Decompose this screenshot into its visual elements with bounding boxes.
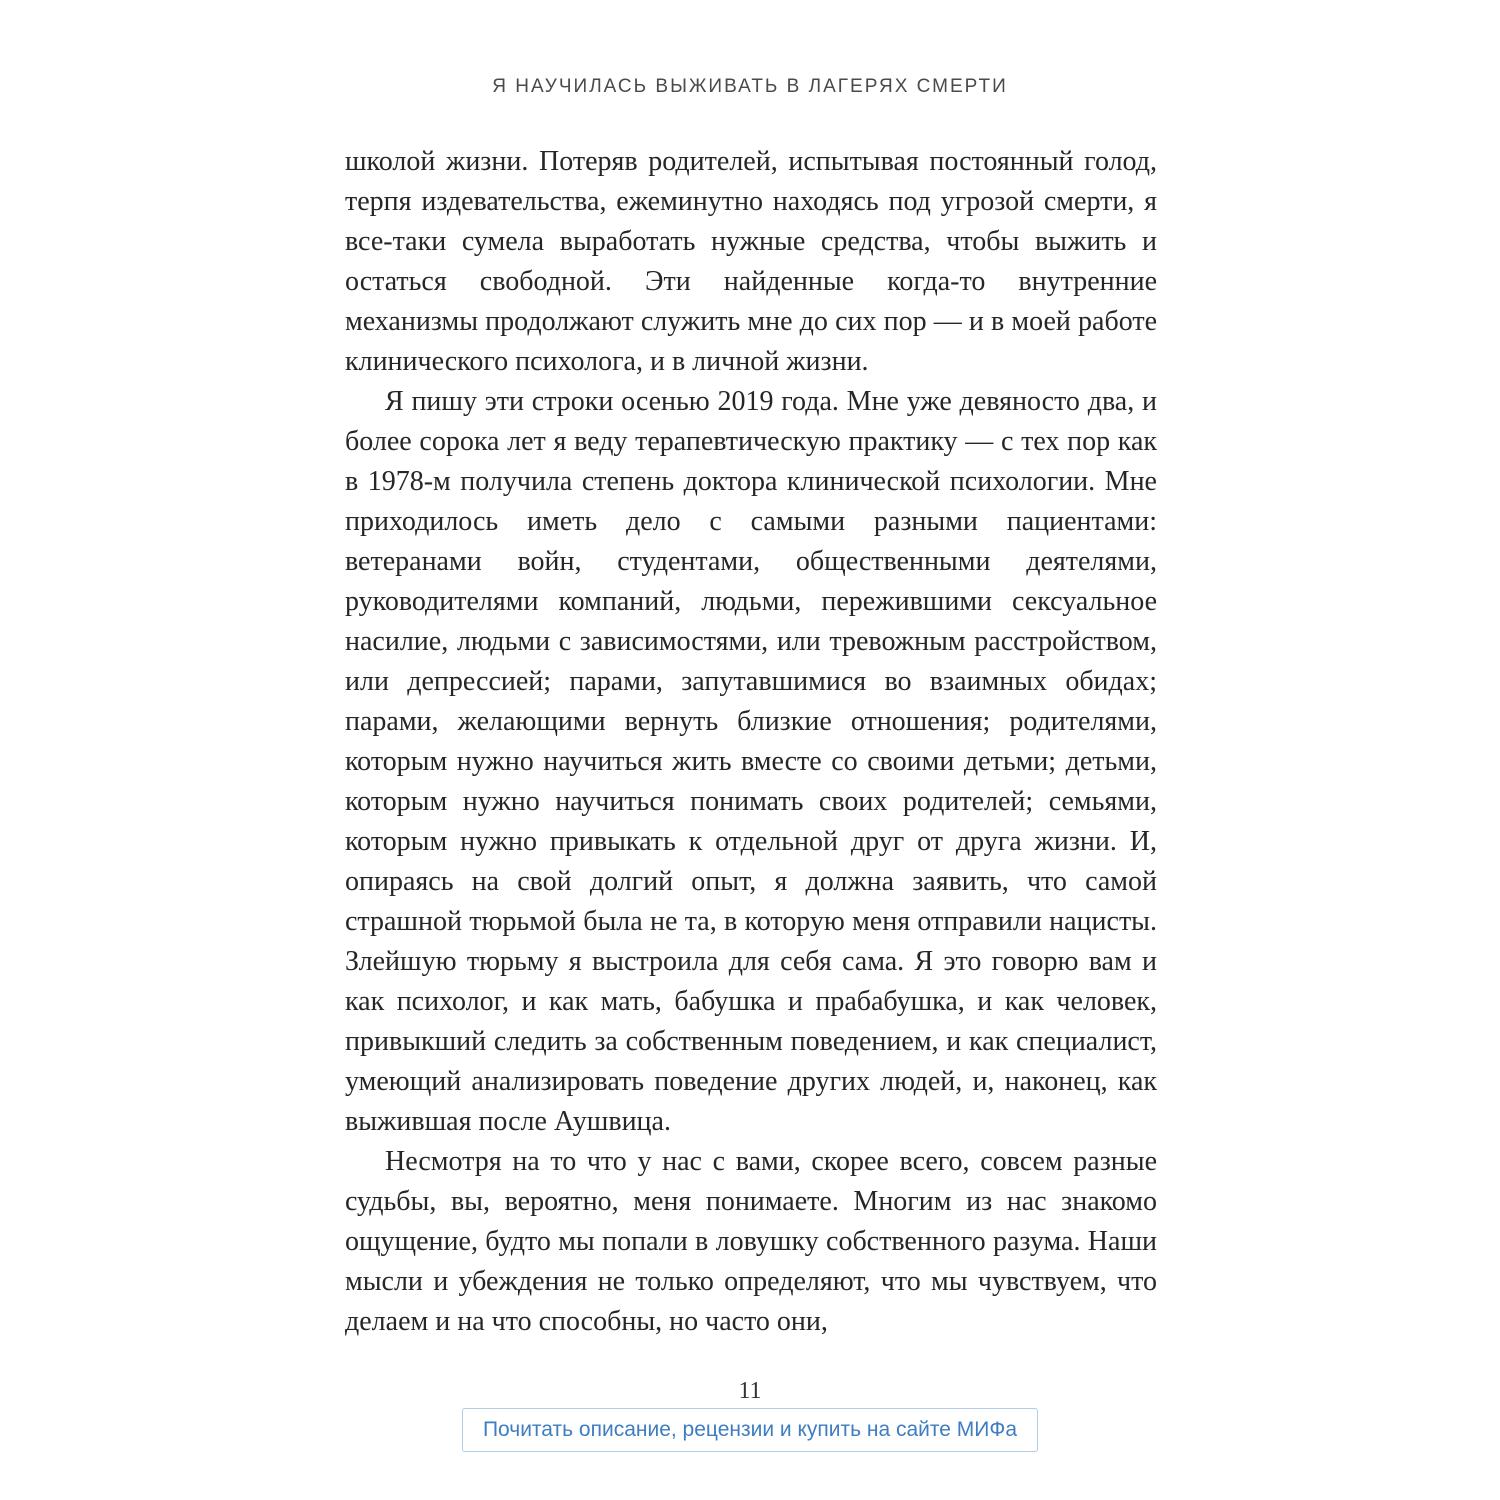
page-number: 11 <box>738 1378 762 1404</box>
running-header: Я НАУЧИЛАСЬ ВЫЖИВАТЬ В ЛАГЕРЯХ СМЕРТИ <box>492 76 1008 97</box>
paragraph-3: Несмотря на то что у нас с вами, скорее всего, совсем разные судьбы, вы, вероятно, меня понимаете. Многим из нас знакомо ощущение, будто мы попали в ловушку собственного разума. Наши мысли и убеждения не только определяют, что мы чувствуем, что делаем и на что способны, но часто они, <box>345 1146 1157 1337</box>
footer-link[interactable]: Почитать описание, рецензии и купить на сайте МИФа <box>482 1418 1018 1441</box>
paragraph-2: Я пишу эти строки осенью 2019 года. Мне уже девяносто два, и более сорока лет я веду терапевтическую практику — с тех пор как в 1978-м получила степень доктора клинической психологии. Мне приходилось иметь дело с самыми разными пациентами: ветеранами войн, студентами, общественными деятелями, руководителями компаний, людьми, пережившими сексуальное насилие, людьми с зависимостями, или тревожным расстройством, или депрессией; парами, запутавшимися во взаимных обидах; парами, желающими вернуть близкие отношения; родителями, которым нужно научиться жить вместе со своими детьми; детьми, которым нужно научиться понимать своих родителей; семьями, которым нужно привыкать к отдельной друг от друга жизни. И, опираясь на свой долгий опыт, я должна заявить, что самой страшной тюрьмой была не та, в которую меня отправили нацисты. Злейшую тюрьму я выстроила для себя сама. Я это говорю вам и как психолог, и как мать, бабушка и прабабушка, и как человек, привыкший следить за собственным поведением, и как специалист, умеющий анализировать поведение других людей, и, наконец, как выжившая после Аушвица. <box>345 386 1157 1137</box>
footer-link-box[interactable] <box>462 1408 1038 1452</box>
paragraph-1: школой жизни. Потеряв родителей, испытывая постоянный голод, терпя издевательства, ежеминутно находясь под угрозой смерти, я все-таки сумела выработать нужные средства, чтобы выжить и остаться свободной. Эти найденные когда-то внутренние механизмы продолжают служить мне до сих пор — и в моей работе клинического психолога, и в личной жизни. <box>345 146 1157 377</box>
text-block <box>345 142 1157 1342</box>
